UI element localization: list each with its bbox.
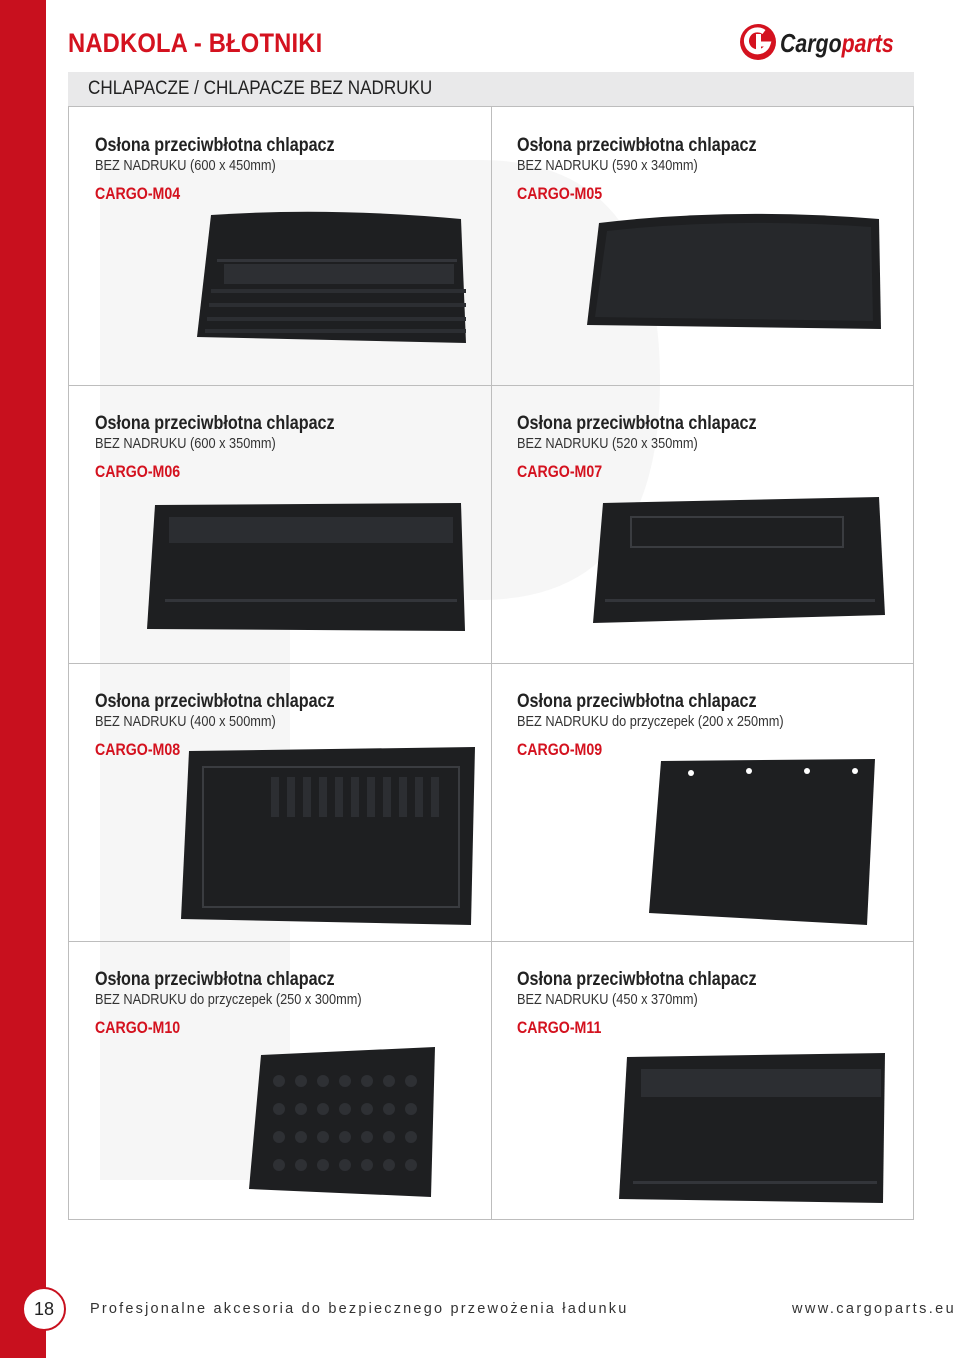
product-code: CARGO-M07 [517,463,603,481]
logo-wordmark [780,28,894,59]
product-code: CARGO-M09 [517,741,603,759]
product-name: Osłona przeciwbłotna chlapacz [517,135,757,156]
product-description: BEZ NADRUKU (450 x 370mm) [517,992,698,1008]
logo-word-cargo: Cargo [780,28,842,58]
product-code: CARGO-M05 [517,185,603,203]
product-code: CARGO-M04 [95,185,181,203]
section-subheader [68,72,914,106]
product-name: Osłona przeciwbłotna chlapacz [95,413,335,434]
product-name: Osłona przeciwbłotna chlapacz [95,691,335,712]
page-number-badge [22,1287,66,1331]
product-card [491,385,913,663]
product-code: CARGO-M06 [95,463,181,481]
product-description: BEZ NADRUKU (520 x 350mm) [517,436,698,452]
product-card [491,941,913,1219]
product-name: Osłona przeciwbłotna chlapacz [517,969,757,990]
product-card [69,385,491,663]
product-card [69,107,491,385]
product-name: Osłona przeciwbłotna chlapacz [517,413,757,434]
product-grid [68,106,914,1220]
left-red-bar [0,0,46,1358]
product-card [69,941,491,1219]
product-name: Osłona przeciwbłotna chlapacz [95,969,335,990]
product-description: BEZ NADRUKU (400 x 500mm) [95,714,276,730]
footer-tagline: Profesjonalne akcesoria do bezpiecznego przewożenia ładunku [90,1301,629,1317]
product-description: BEZ NADRUKU do przyczepek (200 x 250mm) [517,714,784,730]
product-code: CARGO-M11 [517,1019,602,1037]
logo-word-parts: parts [841,28,894,58]
page-number: 18 [33,1299,55,1319]
footer-website-link[interactable]: www.cargoparts.eu [792,1301,957,1317]
product-description: BEZ NADRUKU do przyczepek (250 x 300mm) [95,992,362,1008]
product-name: Osłona przeciwbłotna chlapacz [517,691,757,712]
page-title: NADKOLA - BŁOTNIKI [68,28,323,58]
product-code: CARGO-M08 [95,741,181,759]
product-name: Osłona przeciwbłotna chlapacz [95,135,335,156]
product-description: BEZ NADRUKU (590 x 340mm) [517,158,698,174]
product-description: BEZ NADRUKU (600 x 350mm) [95,436,276,452]
product-description: BEZ NADRUKU (600 x 450mm) [95,158,276,174]
cargoparts-logo [738,22,928,62]
product-card [69,663,491,941]
section-subtitle: CHLAPACZE / CHLAPACZE BEZ NADRUKU [88,78,433,99]
product-card [491,663,913,941]
product-code: CARGO-M10 [95,1019,181,1037]
cargoparts-logo-icon [738,22,778,62]
product-card [491,107,913,385]
